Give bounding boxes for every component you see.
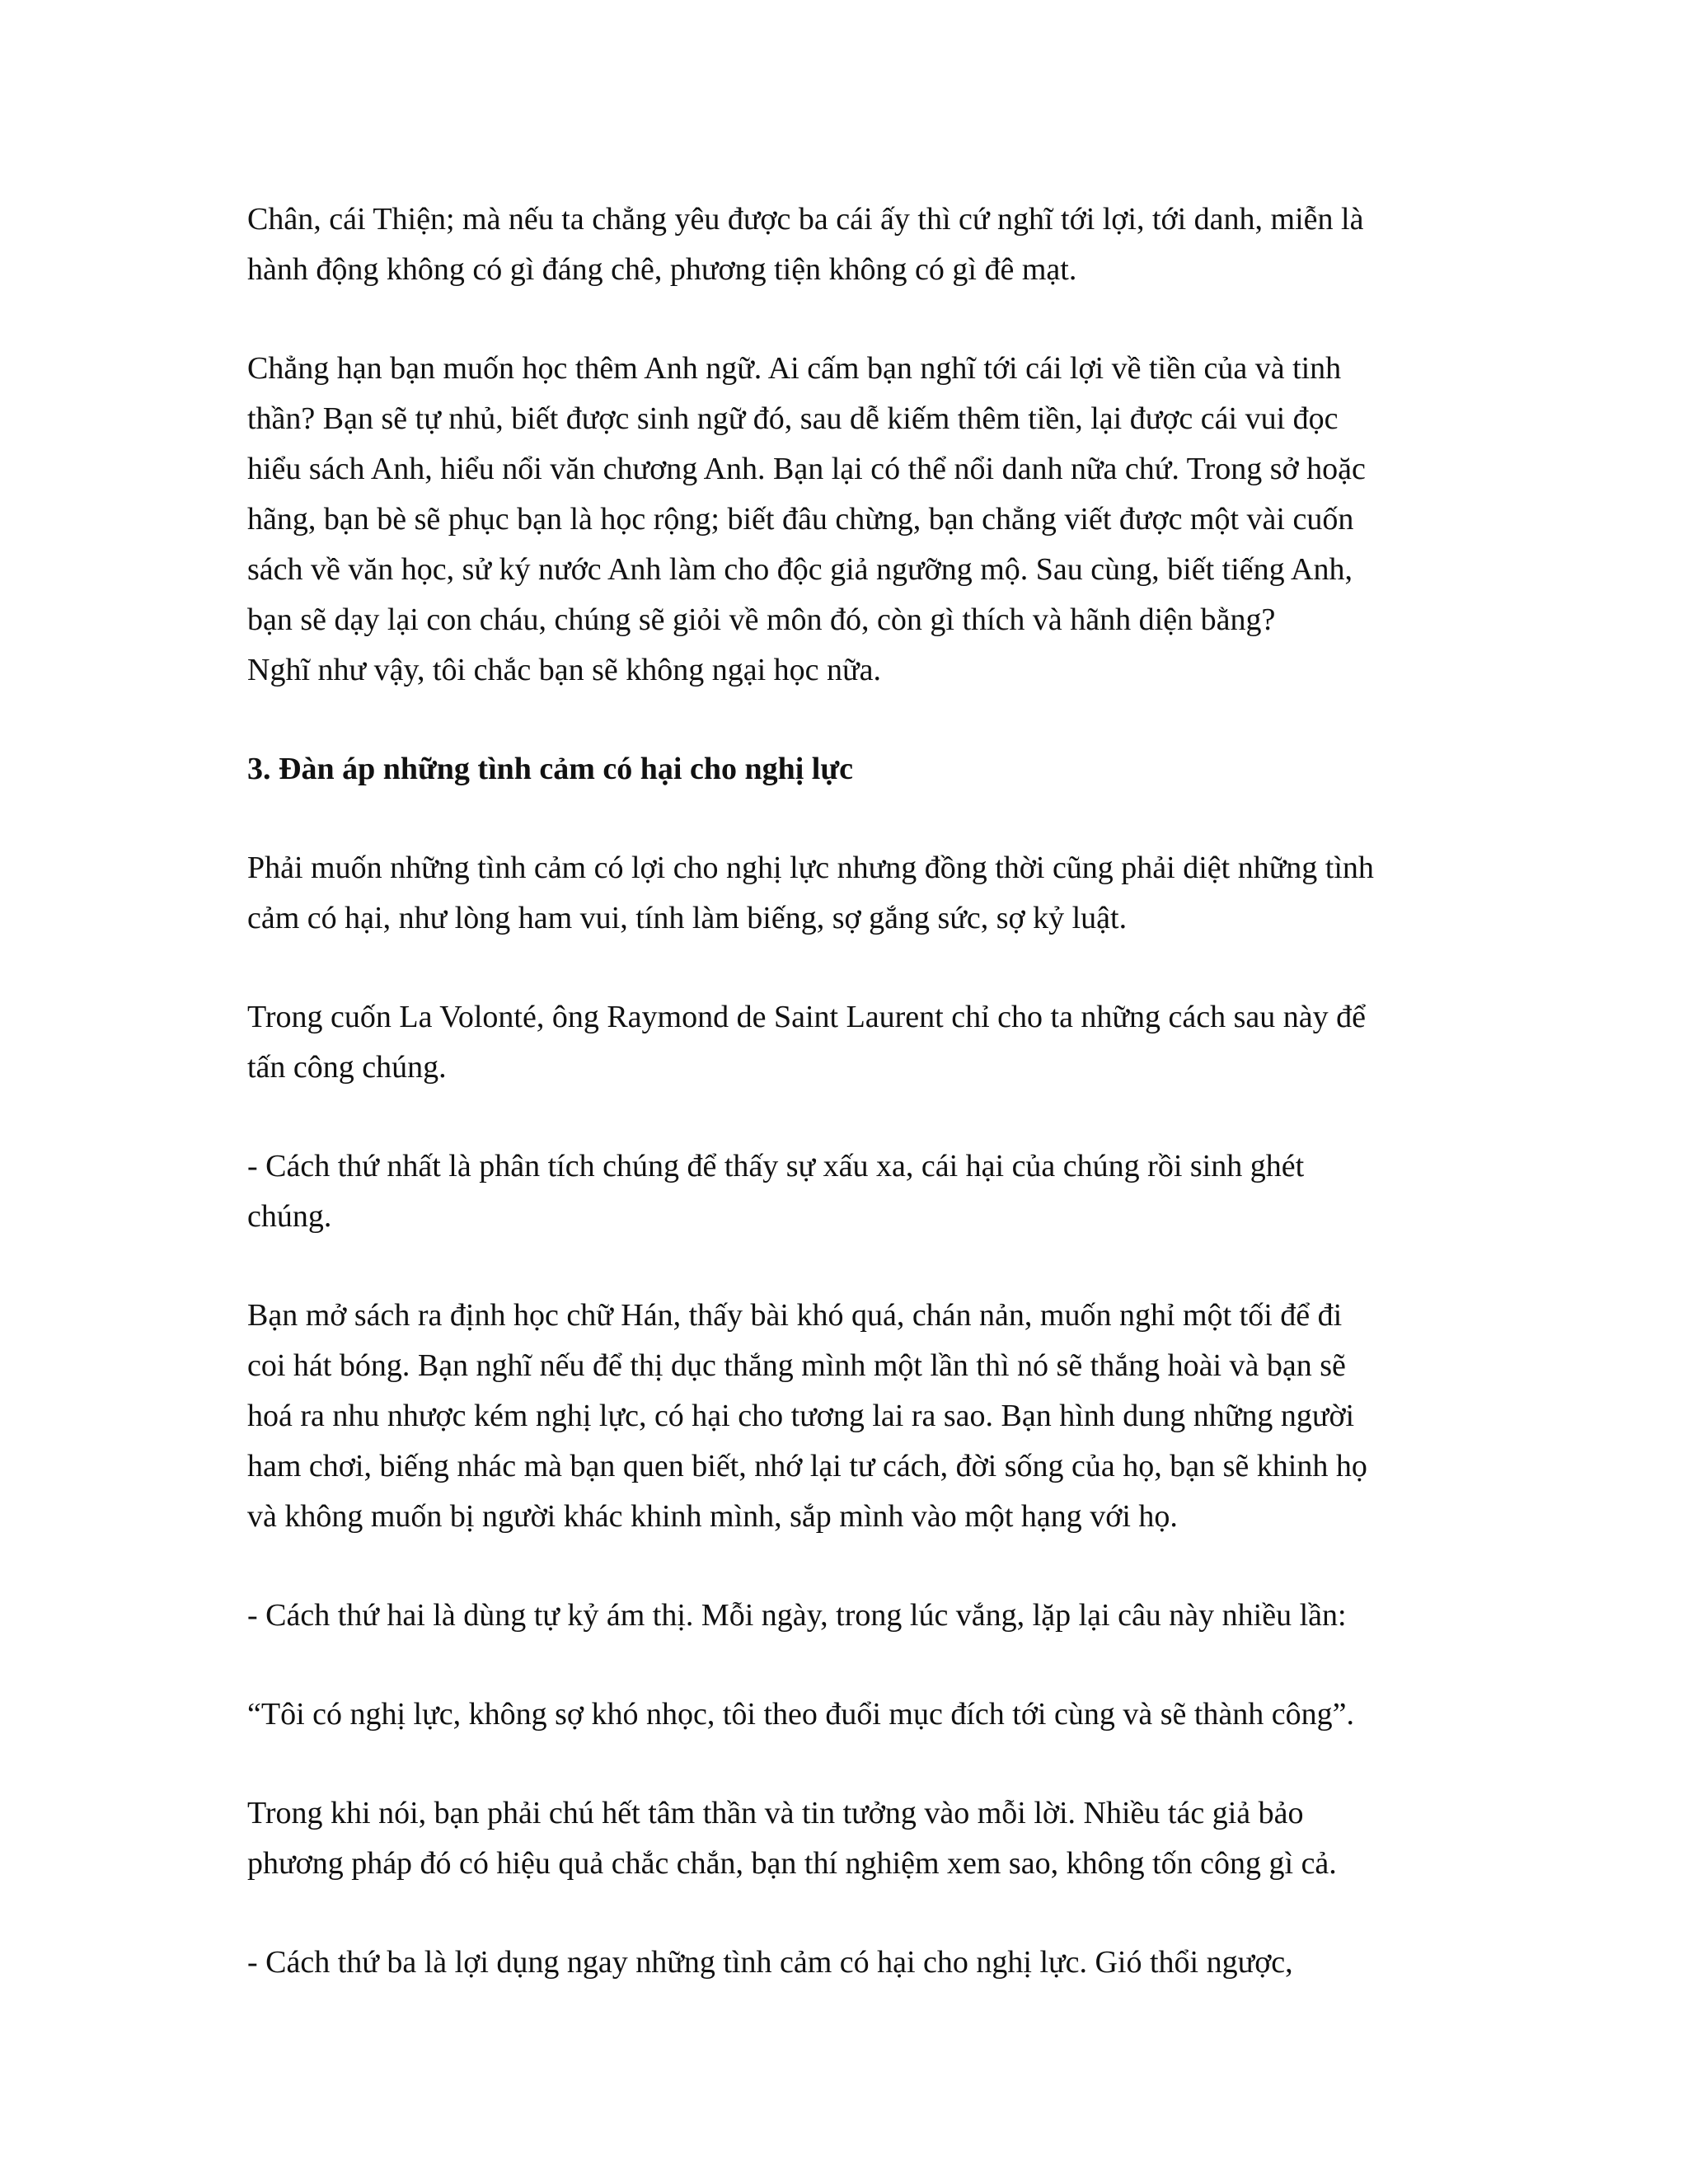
paragraph: - Cách thứ hai là dùng tự kỷ ám thị. Mỗi ngày, trong lúc vắng, lặp lại câu này nhiều lần: bbox=[247, 1598, 1347, 1633]
paragraph: - Cách thứ nhất là phân tích chúng để thấy sự xấu xa, cái hại của chúng rồi sinh ghét chúng. bbox=[247, 1149, 1305, 1234]
paragraph: - Cách thứ ba là lợi dụng ngay những tình cảm có hại cho nghị lực. Gió thổi ngược, bbox=[247, 1945, 1293, 1980]
paragraph: Trong cuốn La Volonté, ông Raymond de Saint Laurent chỉ cho ta những cách sau này để tấn công chúng. bbox=[247, 1000, 1367, 1085]
paragraph: Phải muốn những tình cảm có lợi cho nghị lực nhưng đồng thời cũng phải diệt những tình cảm có hại, như lòng ham vui, tính làm biếng, sợ gắng sức, sợ kỷ luật. bbox=[247, 851, 1374, 935]
document-page bbox=[247, 194, 1451, 1988]
section-heading: 3. Đàn áp những tình cảm có hại cho nghị lực bbox=[247, 752, 854, 786]
quote-paragraph: “Tôi có nghị lực, không sợ khó nhọc, tôi theo đuổi mục đích tới cùng và sẽ thành công”. bbox=[247, 1697, 1355, 1732]
paragraph: Chân, cái Thiện; mà nếu ta chẳng yêu được ba cái ấy thì cứ nghĩ tới lợi, tới danh, miễn là hành động không có gì đáng chê, phương tiện không có gì đê mạt. bbox=[247, 202, 1364, 287]
paragraph: Chẳng hạn bạn muốn học thêm Anh ngữ. Ai cấm bạn nghĩ tới cái lợi về tiền của và tinh thần? Bạn sẽ tự nhủ, biết được sinh ngữ đó, sau dễ kiếm thêm tiền, lại được cái vui đọc hiểu sách Anh, hiểu nổi văn chương Anh. Bạn lại có thể nổi danh nữa chứ. Trong sở hoặc hãng, bạn bè sẽ phục bạn là học rộng; biết đâu chừng, bạn chẳng viết được một vài cuốn sách về văn học, sử ký nước Anh làm cho độc giả ngưỡng mộ. Sau cùng, biết tiếng Anh, bạn sẽ dạy lại con cháu, chúng sẽ giỏi về môn đó, còn gì thích và hãnh diện bằng? Nghĩ như vậy, tôi chắc bạn sẽ không ngại học nữa. bbox=[247, 351, 1366, 687]
paragraph: Trong khi nói, bạn phải chú hết tâm thần và tin tưởng vào mỗi lời. Nhiều tác giả bảo phương pháp đó có hiệu quả chắc chắn, bạn thí nghiệm xem sao, không tốn công gì cả. bbox=[247, 1796, 1337, 1881]
paragraph: Bạn mở sách ra định học chữ Hán, thấy bài khó quá, chán nản, muốn nghỉ một tối để đi coi hát bóng. Bạn nghĩ nếu để thị dục thắng mình một lần thì nó sẽ thắng hoài và bạn sẽ hoá ra nhu nhược kém nghị lực, có hại cho tương lai ra sao. Bạn hình dung những người ham chơi, biếng nhác mà bạn quen biết, nhớ lại tư cách, đời sống của họ, bạn sẽ khinh họ và không muốn bị người khác khinh mình, sắp mình vào một hạng với họ. bbox=[247, 1298, 1367, 1534]
